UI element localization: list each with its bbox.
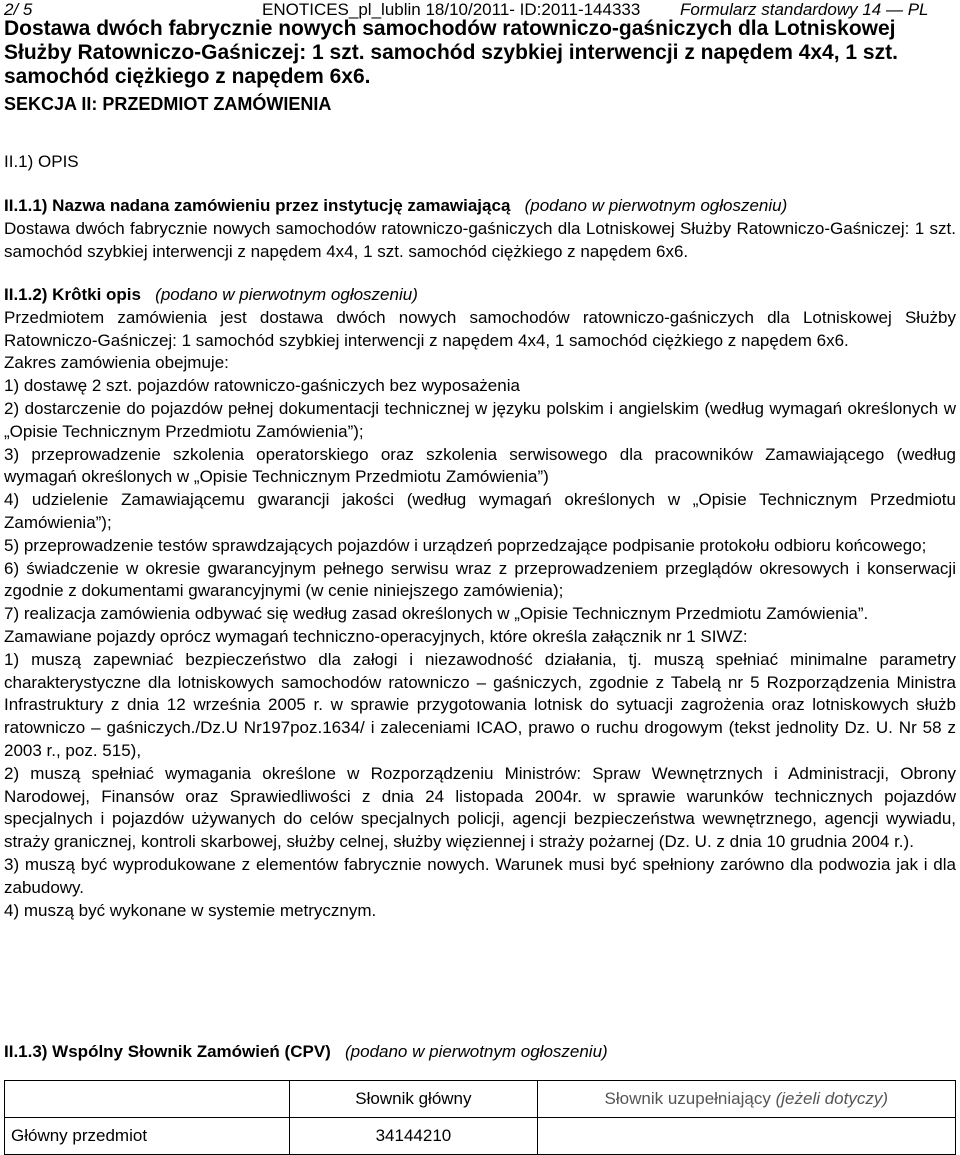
paragraph: 5) przeprowadzenie testów sprawdzających pojazdów i urządzeń poprzedzające podpisanie protokołu odbioru końcowego; xyxy=(4,535,927,555)
col-main-dictionary: Słownik główny xyxy=(290,1081,537,1118)
ii12-label: II.1.2) Krôtki opis xyxy=(4,285,141,304)
section-heading: SEKCJA II: PRZEDMIOT ZAMÓWIENIA xyxy=(4,94,332,114)
cpv-code: 34144210 xyxy=(290,1118,537,1155)
section-ii13 xyxy=(4,1041,956,1064)
table-cell-empty xyxy=(5,1081,290,1118)
section-ii12 xyxy=(4,284,956,922)
col-extra-note: (jeżeli dotyczy) xyxy=(775,1089,889,1108)
paragraph: 7) realizacja zamówienia odbywać się według zasad określonych w „Opisie Technicznym Przedmiotu Zamówienia”. xyxy=(4,604,869,624)
table-cell-empty xyxy=(537,1118,955,1155)
section-ii11 xyxy=(4,195,956,263)
ii11-label: II.1.1) Nazwa nadana zamówieniu przez instytucję zamawiającą xyxy=(4,196,511,215)
ii12-note: (podano w pierwotnym ogłoszeniu) xyxy=(155,285,418,304)
document-title: Dostawa dwóch fabrycznie nowych samochodów ratowniczo-gaśniczych dla Lotniskowej Służby Ratowniczo-Gaśniczej: 1 szt. samochód szybkiej interwencji z napędem 4x4, 1 szt. samochód ciężkiego z napędem 6x6. xyxy=(4,17,898,88)
paragraph: 1) dostawę 2 szt. pojazdów ratowniczo-gaśniczych bez wyposażenia xyxy=(4,376,520,396)
paragraph: Zakres zamówienia obejmuje: xyxy=(4,353,229,373)
col-extra-label: Słownik uzupełniający xyxy=(604,1089,771,1108)
paragraph: 2) dostarczenie do pojazdów pełnej dokumentacji technicznej w języku polskim i angielskim (według wymagań określonych w „Opisie Technicznym Przedmiotu Zamówienia”); xyxy=(4,398,956,441)
notice-reference: ENOTICES_pl_lublin 18/10/2011- ID:2011-144333 xyxy=(262,0,641,19)
paragraph: Zamawiane pojazdy oprócz wymagań techniczno-operacyjnych, które określa załącznik nr 1 SIWZ: xyxy=(4,626,748,646)
paragraph: 1) muszą zapewniać bezpieczeństwo dla załogi i niezawodność działania, tj. muszą spełniać minimalne parametry charakterystyczne dla lotniskowych samochodów ratowniczo – gaśniczych, zgodnie z Tabelą nr 5 Rozporządzenia Ministra Infrastruktury z dnia 12 września 2005 r. w sprawie przygotowania lotnisk do sytuacji zagrożenia oraz lotniskowych służb ratowniczo – gaśniczych./Dz.U Nr197poz.1634/ i zaleceniami ICAO, prawo o ruchu drogowym (tekst jednolity Dz. U. Nr 58 z 2003 r., poz. 515), xyxy=(4,649,956,760)
row-main-subject: Główny przedmiot xyxy=(5,1118,290,1155)
paragraph: 4) udzielenie Zamawiającemu gwarancji jakości (według wymagań określonych w „Opisie Technicznym Przedmiotu Zamówienia”); xyxy=(4,490,956,532)
table-header-row xyxy=(5,1081,956,1118)
table-row xyxy=(5,1118,956,1155)
paragraph: 4) muszą być wykonane w systemie metrycznym. xyxy=(4,900,377,920)
ii13-label: II.1.3) Wspólny Słownik Zamówień (CPV) xyxy=(4,1042,331,1061)
ii13-heading xyxy=(4,1041,956,1064)
opis-heading: II.1) OPIS xyxy=(4,152,79,171)
cpv-table xyxy=(4,1080,956,1155)
paragraph: 3) muszą być wyprodukowane z elementów fabrycznie nowych. Warunek musi być spełniony zarówno dla podwozia jak i dla zabudowy. xyxy=(4,854,956,897)
ii13-note: (podano w pierwotnym ogłoszeniu) xyxy=(345,1042,608,1061)
col-extra-dictionary xyxy=(537,1081,955,1118)
paragraph: 2) muszą spełniać wymagania określone w Rozporządzeniu Ministrów: Spraw Wewnętrznych i Administracji, Obrony Narodowej, Finansów oraz Sprawiedliwości z dnia 24 listopada 2004r. w sprawie warunków technicznych pojazdów specjalnych i pojazdów używanych do celów specjalnych policji, agencji bezpieczeństwa wewnętrznego, agencji wywiadu, straży granicznej, kontroli skarbowej, służby celnej, służby więziennej i straży pożarnej (Dz. U. z dnia 10 grudnia 2004 r.). xyxy=(4,763,956,852)
ii11-heading xyxy=(4,195,956,218)
paragraph: 3) przeprowadzenie szkolenia operatorskiego oraz szkolenia serwisowego dla pracowników Zamawiającego (według wymagań określonych w „Opisie Technicznym Przedmiotu Zamówienia”) xyxy=(4,444,956,487)
ii12-heading xyxy=(4,284,956,307)
form-type: Formularz standardowy 14 — PL xyxy=(680,0,929,19)
page-number: 2/ 5 xyxy=(4,0,33,19)
ii11-note: (podano w pierwotnym ogłoszeniu) xyxy=(524,196,788,215)
paragraph: 6) świadczenie w okresie gwarancyjnym pełnego serwisu wraz z przeprowadzeniem przeglądów okresowych i konserwacji zgodnie z dokumentami gwarancyjnymi (w cenie niniejszego zamówienia); xyxy=(4,558,956,601)
ii11-text: Dostawa dwóch fabrycznie nowych samochodów ratowniczo-gaśniczych dla Lotniskowej Służby Ratowniczo-Gaśniczej: 1 szt. samochód szybkiej interwencji z napędem 4x4, 1 szt. samochód ciężkiego z napędem 6x6. xyxy=(4,218,956,261)
paragraph: Przedmiotem zamówienia jest dostawa dwóch nowych samochodów ratowniczo-gaśniczych dla Lotniskowej Służby Ratowniczo-Gaśniczej: 1 samochód szybkiej interwencji z napędem 4x4, 1 samochód ciężkiego z napędem 6x6. xyxy=(4,307,956,350)
